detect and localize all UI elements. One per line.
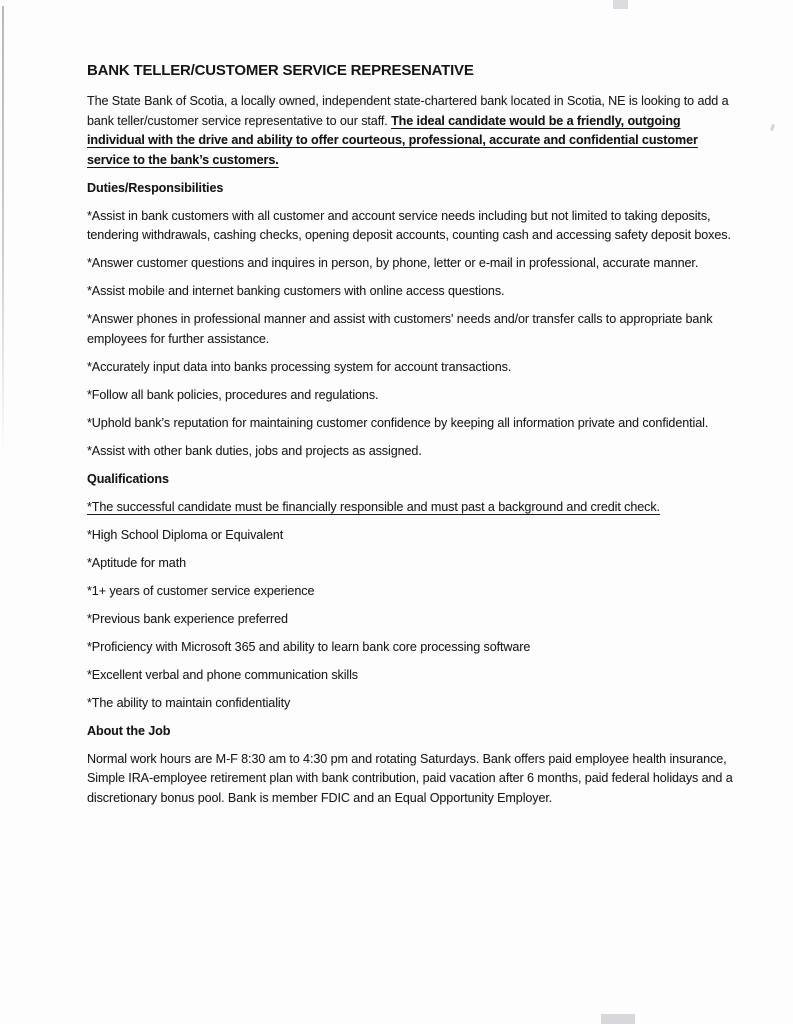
qualification-item: *High School Diploma or Equivalent <box>87 527 284 542</box>
qualification-item: *The ability to maintain confidentiality <box>87 695 291 710</box>
about-section-heading: About the Job <box>87 723 171 738</box>
document-content <box>87 62 739 817</box>
duty-item: *Answer customer questions and inquires in person, by phone, letter or e-mail in professional, accurate manner. <box>87 256 699 270</box>
about-paragraph: Normal work hours are M-F 8:30 am to 4:30 pm and rotating Saturdays. Bank offers paid employee health insurance, Simple IRA-employee retirement plan with bank contribution, paid vacation after 6 months, paid federal holidays and a discretionary bonus pool. Bank is member FDIC and an Equal Opportunity Employer. <box>87 751 733 805</box>
qualification-item: *Proficiency with Microsoft 365 and ability to learn bank core processing software <box>87 639 531 654</box>
scan-artifact-stray-tick <box>770 124 775 132</box>
qualification-item: *1+ years of customer service experience <box>87 583 315 598</box>
duty-item: *Follow all bank policies, procedures and regulations. <box>87 387 379 402</box>
duty-item: *Accurately input data into banks processing system for account transactions. <box>87 359 512 374</box>
duties-section-heading: Duties/Responsibilities <box>87 180 224 195</box>
scan-artifact-bottom-smudge <box>601 1014 635 1024</box>
intro-paragraph <box>87 92 739 170</box>
qualifications-section-heading: Qualifications <box>87 471 169 486</box>
scan-artifact-left-edge-line <box>2 6 4 456</box>
qualification-item-underlined: *The successful candidate must be financially responsible and must past a background and credit check. <box>87 499 660 514</box>
duty-item: *Assist in bank customers with all customer and account service needs including but not limited to taking deposits, tendering withdrawals, cashing checks, opening deposit accounts, counting cash and accessing safety deposit boxes. <box>87 208 731 242</box>
qualification-item: *Aptitude for math <box>87 555 187 570</box>
page-title: BANK TELLER/CUSTOMER SERVICE REPRESENATIVE <box>87 62 474 79</box>
duty-item: *Answer phones in professional manner and assist with customers' needs and/or transfer calls to appropriate bank employees for further assistance. <box>87 312 713 346</box>
duty-item: *Uphold bank’s reputation for maintaining customer confidence by keeping all information private and confidential. <box>87 415 709 430</box>
qualification-item: *Previous bank experience preferred <box>87 611 288 626</box>
intro-emphasis-text: The ideal candidate would be a friendly, outgoing individual with the drive and ability to offer courteous, professional, accurate and confidential customer service to the bank’s customers. <box>87 113 698 167</box>
duty-item: *Assist with other bank duties, jobs and projects as assigned. <box>87 443 422 458</box>
scan-artifact-top-smudge <box>613 0 628 9</box>
duty-item: *Assist mobile and internet banking customers with online access questions. <box>87 284 505 298</box>
qualification-item: *Excellent verbal and phone communication skills <box>87 667 359 682</box>
intro-lead-text: The State Bank of Scotia, a locally owned, independent state-chartered bank located in Scotia, NE is looking to add a bank teller/customer service representative to our staff. <box>87 94 729 128</box>
